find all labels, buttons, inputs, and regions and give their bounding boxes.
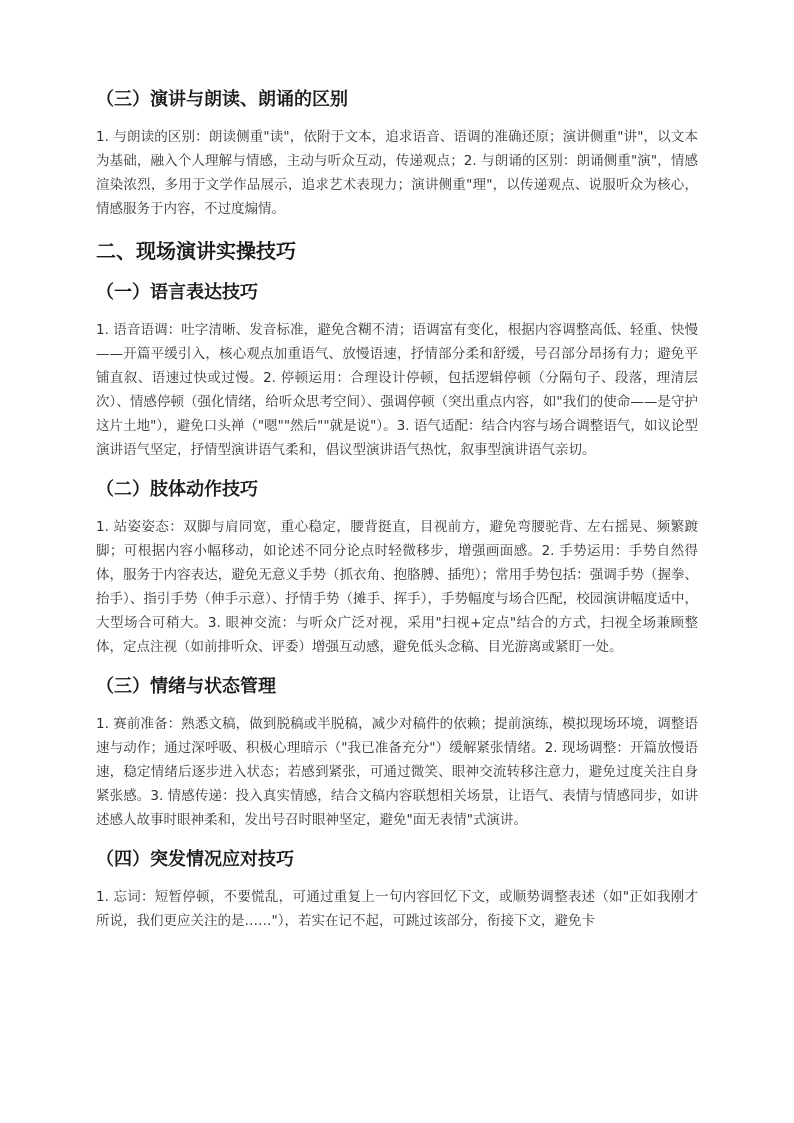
section-heading-body-language: （二）肢体动作技巧 <box>96 479 258 500</box>
paragraph-emotion-management: 1. 赛前准备：熟悉文稿，做到脱稿或半脱稿，减少对稿件的依赖；提前演练，模拟现场环境，调整语速与动作；通过深呼吸、积极心理暗示（"我已准备充分"）缓解紧张情绪。2. 现场调整：开篇放慢语速，稳定情绪后逐步进入状态；若感到紧张，可通过微笑、眼神交流转移注意力，避免过度关注自身紧张感。3. 情感传递：投入真实情感，结合文稿内容联想相关场景，让语气、表情与情感同步，如讲述感人故事时眼神柔和，发出号召时眼神坚定，避免"面无表情"式演讲。 <box>96 716 698 828</box>
paragraph-language-skills: 1. 语音语调：吐字清晰、发音标准，避免含糊不清；语调富有变化，根据内容调整高低、轻重、快慢——开篇平缓引入，核心观点加重语气、放慢语速，抒情部分柔和舒缓，号召部分昂扬有力；避免平铺直叙、语速过快或过慢。2. 停顿运用：合理设计停顿，包括逻辑停顿（分隔句子、段落，理清层次）、情感停顿（强化情绪，给听众思考空间）、强调停顿（突出重点内容，如"我们的使命——是守护这片土地"），避免口头禅（"嗯""然后""就是说"）。3. 语气适配：结合内容与场合调整语气，如议论型演讲语气坚定，抒情型演讲语气柔和，倡议型演讲语气热忱，叙事型演讲语气亲切。 <box>96 322 698 458</box>
section-heading-emergency-handling: （四）突发情况应对技巧 <box>96 849 294 870</box>
section-heading-language-skills: （一）语言表达技巧 <box>96 282 258 303</box>
paragraph-speech-differences: 1. 与朗读的区别：朗读侧重"读"，依附于文本，追求语音、语调的准确还原；演讲侧重"讲"，以文本为基础，融入个人理解与情感，主动与听众互动，传递观点；2. 与朗诵的区别：朗诵侧重"演"，情感渲染浓烈，多用于文学作品展示，追求艺术表现力；演讲侧重"理"，以传递观点、说服听众为核心，情感服务于内容，不过度煽情。 <box>96 129 698 217</box>
section-heading-speech-differences: （三）演讲与朗读、朗诵的区别 <box>96 89 348 110</box>
paragraph-body-language: 1. 站姿姿态：双脚与肩同宽，重心稳定，腰背挺直，目视前方，避免弯腰驼背、左右摇晃、频繁踱脚；可根据内容小幅移动，如论述不同分论点时轻微移步，增强画面感。2. 手势运用：手势自然得体，服务于内容表达，避免无意义手势（抓衣角、抱胳膊、插兜）；常用手势包括：强调手势（握拳、抬手）、指引手势（伸手示意）、抒情手势（摊手、挥手），手势幅度与场合匹配，校园演讲幅度适中，大型场合可稍大。3. 眼神交流：与听众广泛对视，采用"扫视+定点"结合的方式，扫视全场兼顾整体，定点注视（如前排听众、评委）增强互动感，避免低头念稿、目光游离或紧盯一处。 <box>96 519 698 655</box>
chapter-heading-onsite-skills: 二、现场演讲实操技巧 <box>96 239 296 263</box>
paragraph-emergency-handling: 1. 忘词：短暂停顿，不要慌乱，可通过重复上一句内容回忆下文，或顺势调整表述（如"正如我刚才所说，我们更应关注的是……"），若实在记不起，可跳过该部分，衔接下文，避免卡 <box>96 889 698 929</box>
section-heading-emotion-management: （三）情绪与状态管理 <box>96 676 276 697</box>
